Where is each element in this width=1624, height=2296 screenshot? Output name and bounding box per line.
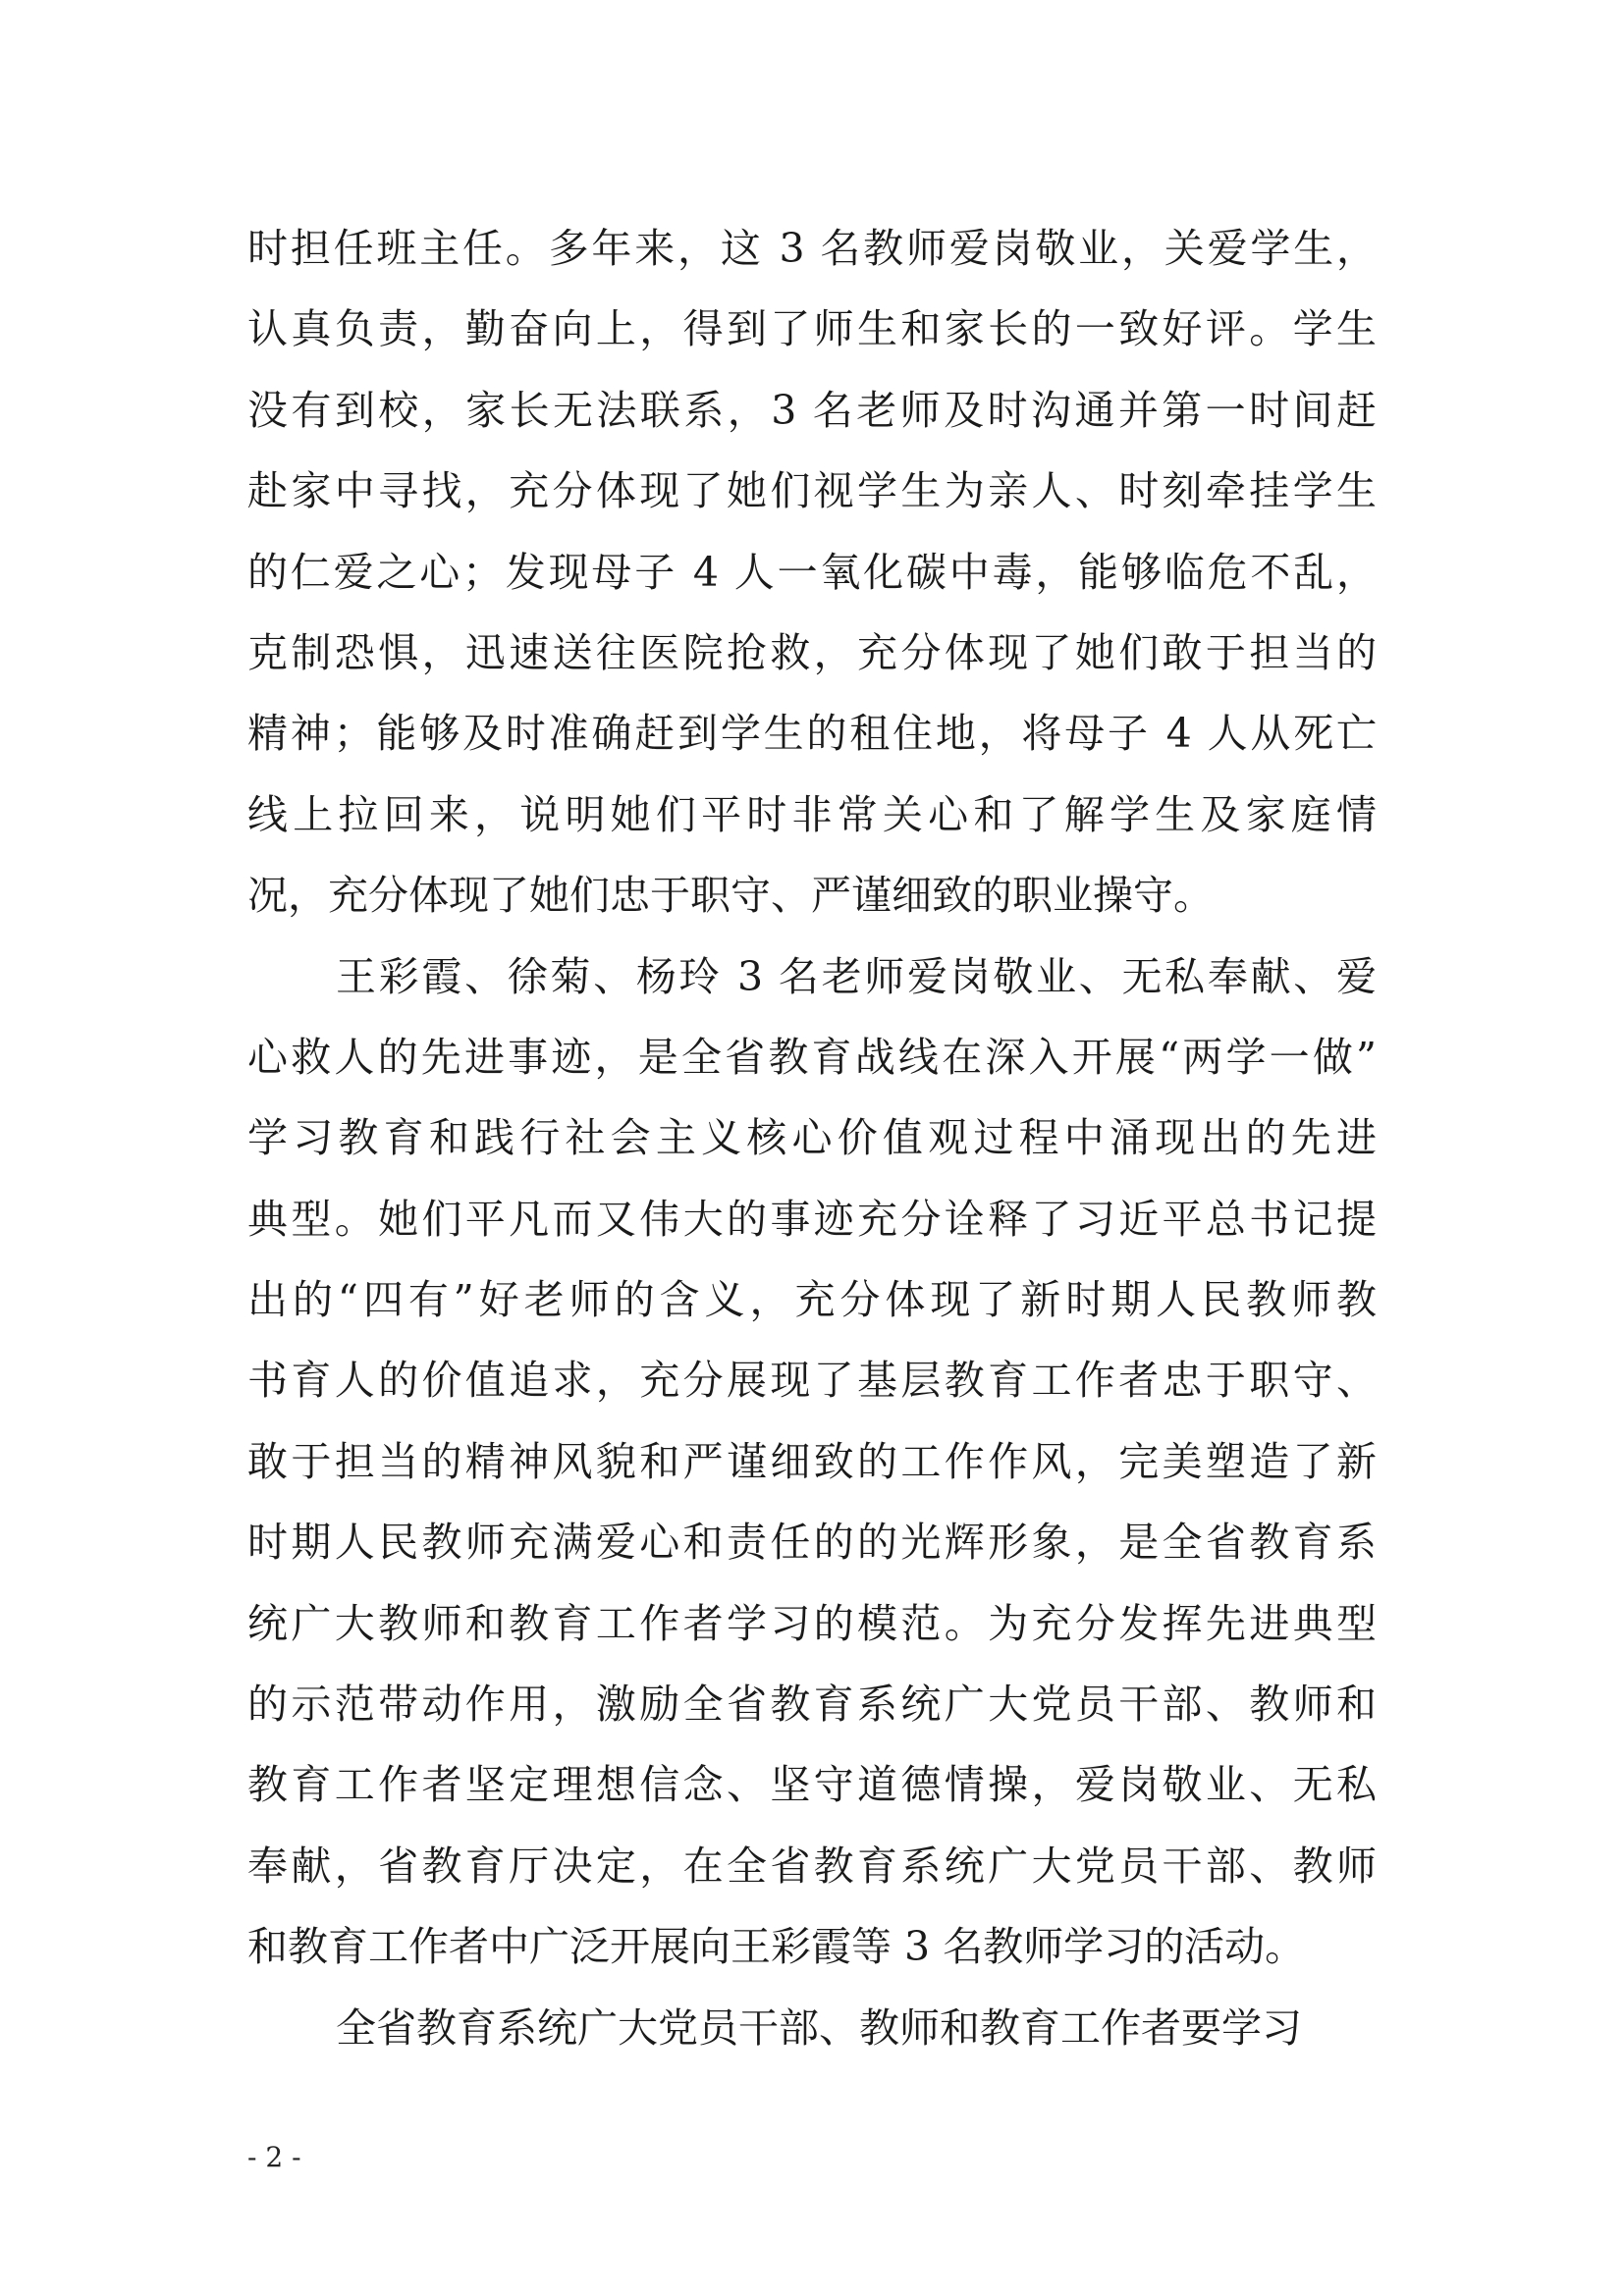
text-line: 统广大教师和教育工作者学习的模范。为充分发挥先进典型 xyxy=(247,1599,1377,1647)
text-line: 线上拉回来，说明她们平时非常关心和了解学生及家庭情 xyxy=(247,790,1377,838)
text-line: 精神；能够及时准确赶到学生的租住地，将母子 4 人从死亡 xyxy=(247,710,1377,758)
text-line: 赴家中寻找，充分体现了她们视学生为亲人、时刻牵挂学生 xyxy=(247,467,1377,515)
text-line: 敢于担当的精神风貌和严谨细致的工作作风，完美塑造了新 xyxy=(247,1437,1377,1485)
text-line: 的示范带动作用，激励全省教育系统广大党员干部、教师和 xyxy=(247,1681,1377,1729)
text-line: 出的“四有”好老师的含义，充分体现了新时期人民教师教 xyxy=(247,1276,1377,1324)
page-number: - 2 - xyxy=(247,2141,301,2173)
paragraph-end-line: 和教育工作者中广泛开展向王彩霞等 3 名教师学习的活动。 xyxy=(247,1923,1306,1971)
paragraph-start-line: 全省教育系统广大党员干部、教师和教育工作者要学习 xyxy=(336,2003,1302,2052)
text-line: 学习教育和践行社会主义核心价值观过程中涌现出的先进 xyxy=(247,1114,1377,1162)
text-line: 克制恐惧，迅速送往医院抢救，充分体现了她们敢于担当的 xyxy=(247,628,1377,676)
text-line: 的仁爱之心；发现母子 4 人一氧化碳中毒，能够临危不乱， xyxy=(247,548,1377,596)
text-line: 典型。她们平凡而又伟大的事迹充分诠释了习近平总书记提 xyxy=(247,1195,1377,1243)
paragraph-start-line: 王彩霞、徐菊、杨玲 3 名老师爱岗敬业、无私奉献、爱 xyxy=(336,952,1377,1000)
text-line: 时期人民教师充满爱心和责任的的光辉形象，是全省教育系 xyxy=(247,1519,1377,1567)
text-line: 时担任班主任。多年来，这 3 名教师爱岗敬业，关爱学生， xyxy=(247,225,1377,272)
text-line: 没有到校，家长无法联系，3 名老师及时沟通并第一时间赶 xyxy=(247,386,1377,434)
body-text xyxy=(247,208,1377,2068)
text-line: 认真负责，勤奋向上，得到了师生和家长的一致好评。学生 xyxy=(247,305,1377,353)
paragraph-end-line: 况，充分体现了她们忠于职守、严谨细致的职业操守。 xyxy=(247,872,1214,920)
text-line: 书育人的价值追求，充分展现了基层教育工作者忠于职守、 xyxy=(247,1357,1377,1405)
text-line: 奉献，省教育厅决定，在全省教育系统广大党员干部、教师 xyxy=(247,1842,1377,1890)
text-line: 心救人的先进事迹，是全省教育战线在深入开展“两学一做” xyxy=(247,1033,1377,1081)
text-line: 教育工作者坚定理想信念、坚守道德情操，爱岗敬业、无私 xyxy=(247,1761,1377,1809)
